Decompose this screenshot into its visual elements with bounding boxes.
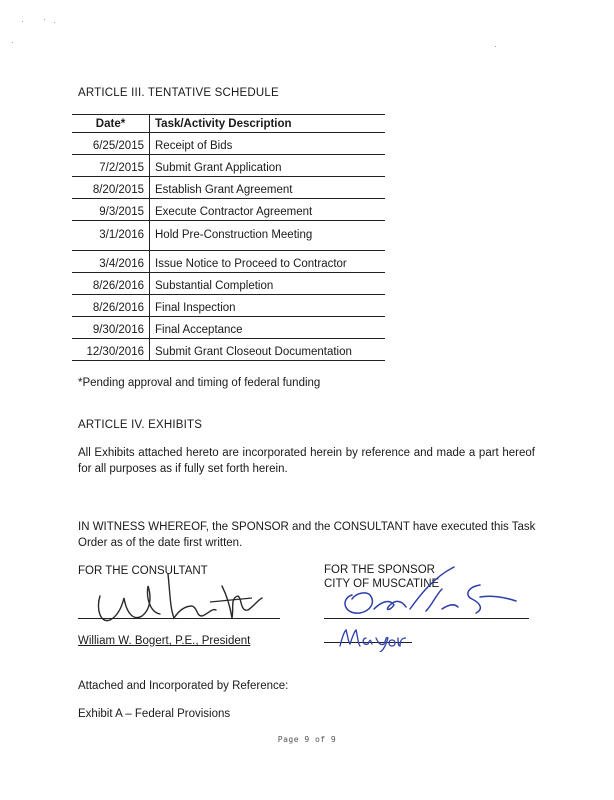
row-task: Issue Notice to Proceed to Contractor	[150, 251, 386, 273]
table-row	[72, 177, 385, 199]
sponsor-signature-line	[324, 618, 529, 619]
row-task: Establish Grant Agreement	[150, 177, 386, 199]
consultant-signature	[90, 568, 270, 628]
row-date: 12/30/2016	[72, 339, 150, 361]
table-row	[72, 273, 385, 295]
row-date: 8/20/2015	[72, 177, 150, 199]
row-task: Substantial Completion	[150, 273, 386, 295]
row-date: 3/1/2016	[72, 221, 150, 251]
row-date: 9/3/2015	[72, 199, 150, 221]
row-task: Hold Pre-Construction Meeting	[150, 221, 386, 251]
scan-speck	[495, 46, 496, 47]
row-task: Submit Grant Closeout Documentation	[150, 339, 386, 361]
row-date: 8/26/2016	[72, 295, 150, 317]
row-date: 8/26/2016	[72, 273, 150, 295]
page-number: Page 9 of 9	[277, 735, 337, 744]
consultant-signer-name: William W. Bogert, P.E., President	[78, 635, 251, 647]
row-task: Submit Grant Application	[150, 155, 386, 177]
table-row	[72, 251, 385, 273]
table-row	[72, 133, 385, 155]
table-row	[72, 317, 385, 339]
consultant-signature-line	[78, 618, 280, 619]
column-header-task: Task/Activity Description	[150, 115, 386, 133]
table-row	[72, 199, 385, 221]
scan-speck	[54, 22, 55, 23]
sponsor-handwritten-title	[336, 626, 406, 652]
row-date: 9/30/2016	[72, 317, 150, 339]
scan-speck	[12, 42, 13, 43]
consultant-label: FOR THE CONSULTANT	[78, 565, 208, 577]
sponsor-label: FOR THE SPONSOR	[324, 564, 435, 576]
table-row	[72, 155, 385, 177]
row-task: Execute Contractor Agreement	[150, 199, 386, 221]
witness-clause: IN WITNESS WHEREOF, the SPONSOR and the CONSULTANT have executed this Task Order as of the date first written.	[78, 521, 536, 549]
row-date: 3/4/2016	[72, 251, 150, 273]
scan-speck	[22, 21, 23, 22]
article-iv-heading: ARTICLE IV. EXHIBITS	[78, 419, 203, 431]
article-iv-body: All Exhibits attached hereto are incorporated herein by reference and made a part hereof for all purposes as if fully set forth herein.	[78, 447, 535, 475]
table-row	[72, 221, 385, 251]
row-task: Final Acceptance	[150, 317, 386, 339]
attachments-intro: Attached and Incorporated by Reference:	[78, 680, 289, 692]
row-task: Receipt of Bids	[150, 133, 386, 155]
row-task: Final Inspection	[150, 295, 386, 317]
schedule-table	[72, 114, 385, 361]
exhibit-a-reference: Exhibit A – Federal Provisions	[78, 708, 231, 720]
article-iii-heading: ARTICLE III. TENTATIVE SCHEDULE	[78, 87, 279, 99]
sponsor-signature	[330, 565, 520, 625]
row-date: 7/2/2015	[72, 155, 150, 177]
row-date: 6/25/2015	[72, 133, 150, 155]
scan-speck	[44, 19, 45, 20]
column-header-date: Date*	[72, 115, 150, 133]
sponsor-organization: CITY OF MUSCATINE	[324, 578, 440, 590]
table-row	[72, 339, 385, 361]
schedule-footnote: *Pending approval and timing of federal funding	[78, 377, 321, 389]
table-row	[72, 295, 385, 317]
